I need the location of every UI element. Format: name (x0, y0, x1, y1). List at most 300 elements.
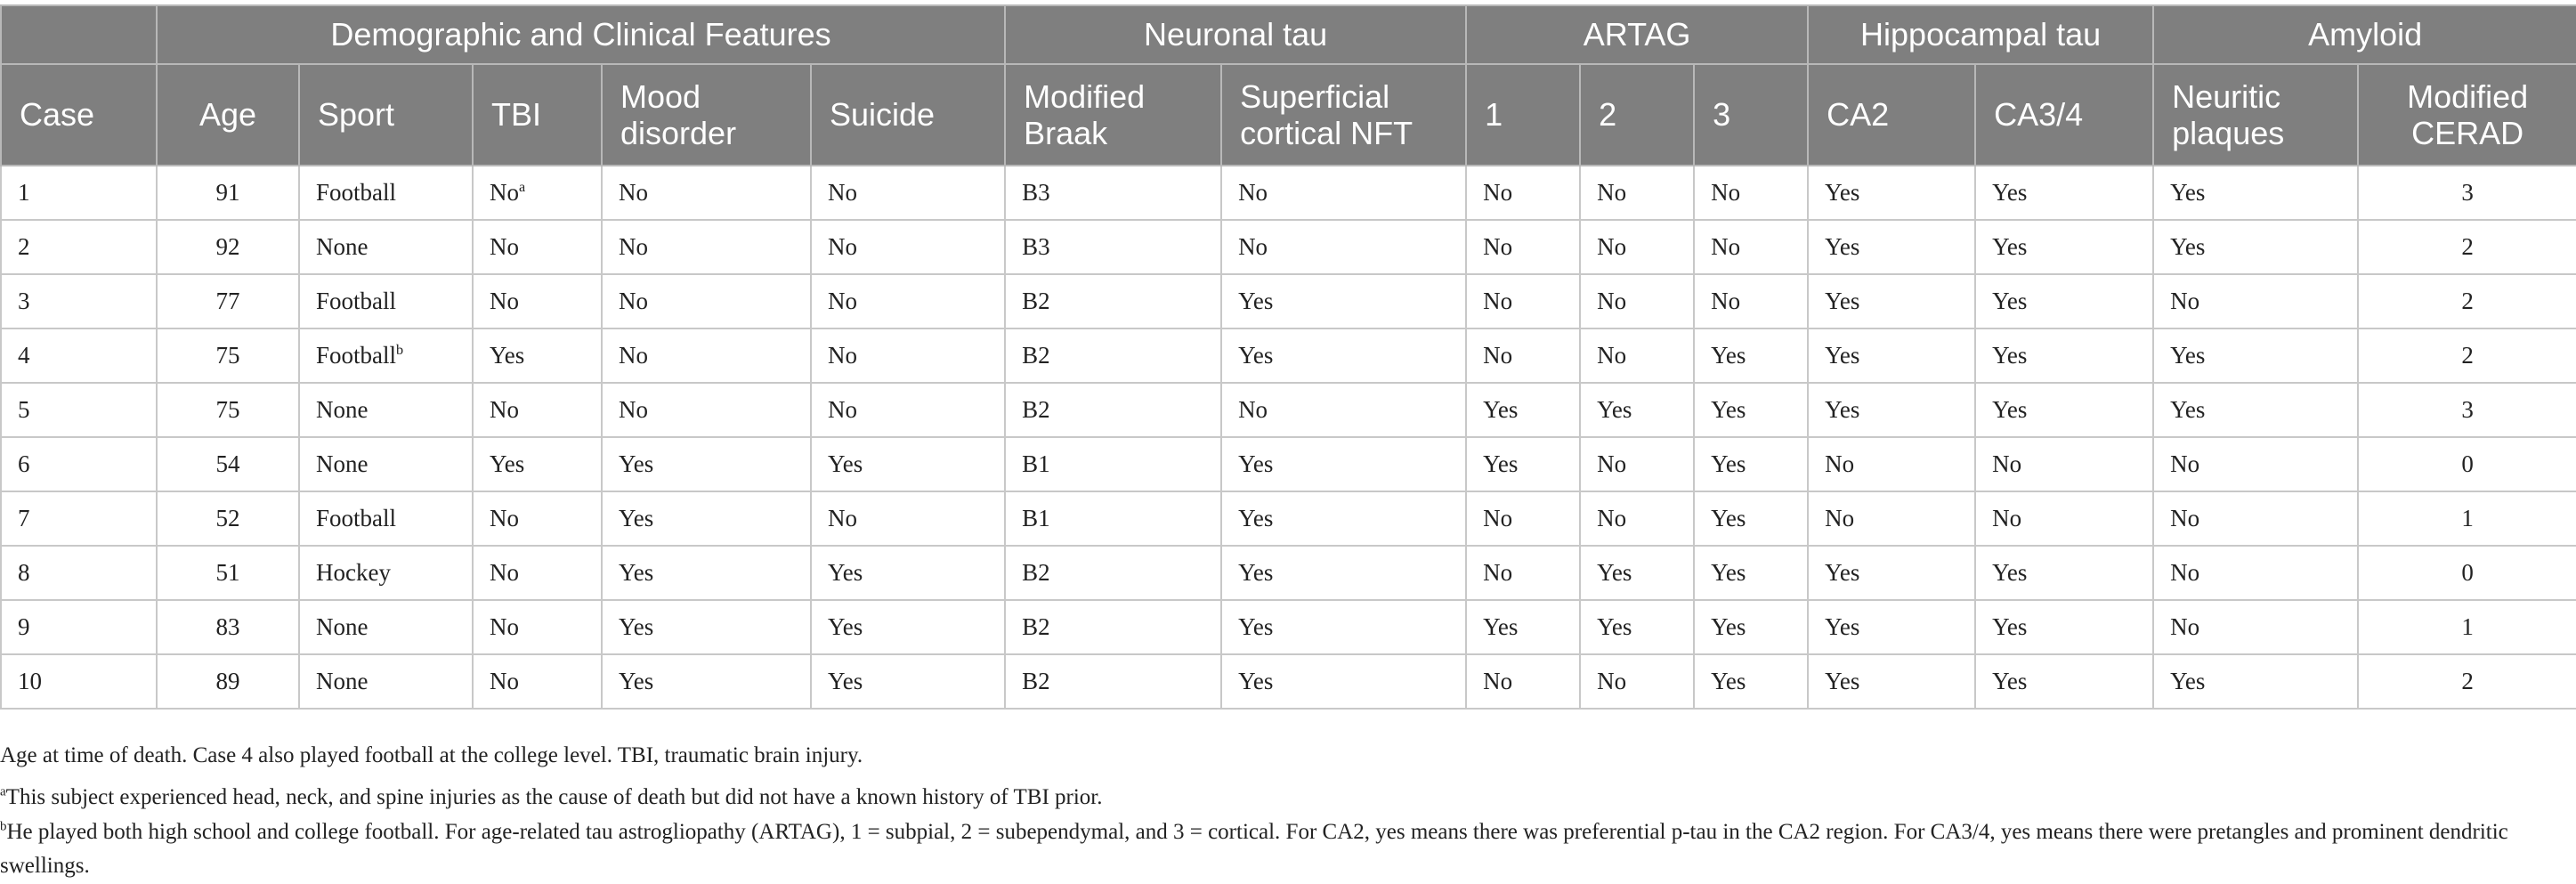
cell-value: 2 (2461, 342, 2474, 369)
table-cell (1221, 328, 1466, 383)
table-cell (1466, 437, 1580, 491)
table-cell (157, 220, 299, 274)
cell-value: Yes (1825, 613, 1859, 640)
table-cell (1808, 546, 1975, 600)
cell-value: Football (316, 179, 396, 206)
cell-value: No (619, 179, 648, 206)
table-cell (1694, 437, 1808, 491)
cell-value: None (316, 233, 368, 260)
cell-value: 0 (2461, 450, 2474, 477)
table-cell (157, 600, 299, 654)
cell-value: None (316, 450, 368, 477)
cell-value: Football (316, 505, 396, 531)
cell-value: Yes (1711, 668, 1746, 694)
cell-value: Yes (1992, 179, 2027, 206)
cell-value: B3 (1022, 179, 1050, 206)
cell-value: 1 (2461, 613, 2474, 640)
table-cell (299, 654, 473, 709)
table-cell (1694, 274, 1808, 328)
column-header: Mood disorder (602, 64, 811, 166)
cell-value: No (1597, 233, 1626, 260)
table-cell (1808, 383, 1975, 437)
group-header (1, 5, 157, 64)
table-row (1, 654, 2576, 709)
table-cell (1808, 166, 1975, 220)
cell-value: 3 (2461, 396, 2474, 423)
table-cell (1221, 166, 1466, 220)
table-cell (299, 600, 473, 654)
table-cell (1975, 166, 2153, 220)
cell-value: 7 (18, 505, 30, 531)
table-cell (811, 654, 1005, 709)
column-header: 1 (1466, 64, 1580, 166)
cell-value: 6 (18, 450, 30, 477)
cell-value: B2 (1022, 559, 1050, 586)
cell-value: Yes (619, 450, 653, 477)
table-cell (1694, 220, 1808, 274)
cell-value: Yes (1992, 559, 2027, 586)
table-row (1, 166, 2576, 220)
table-cell (811, 328, 1005, 383)
cell-value: No (1483, 288, 1512, 314)
table-cell (1466, 383, 1580, 437)
cell-value: No (2170, 559, 2199, 586)
cell-value: No (2170, 288, 2199, 314)
column-header: CA2 (1808, 64, 1975, 166)
footnote (0, 781, 2564, 815)
table-cell (1808, 437, 1975, 491)
table-cell (473, 274, 602, 328)
cell-value: 75 (216, 342, 240, 369)
table-cell (1975, 220, 2153, 274)
group-header: Demographic and Clinical Features (157, 5, 1005, 64)
cell-value: No (490, 668, 519, 694)
table-cell (2153, 654, 2358, 709)
cell-value: Yes (1711, 613, 1746, 640)
table-cell (2153, 166, 2358, 220)
table-cell (1221, 383, 1466, 437)
table-cell (602, 328, 811, 383)
cell-value: Yes (1238, 559, 1273, 586)
cell-value: No (619, 396, 648, 423)
cell-value: Yes (1992, 233, 2027, 260)
cell-value: No (1483, 559, 1512, 586)
column-header: Modified CERAD (2358, 64, 2576, 166)
table-cell (1580, 328, 1694, 383)
cell-value: Yes (1992, 288, 2027, 314)
cell-value: 2 (2461, 288, 2474, 314)
table-cell (1975, 491, 2153, 546)
table-cell (1975, 328, 2153, 383)
table-cell (1005, 166, 1221, 220)
cell-value: Yes (1597, 559, 1632, 586)
cell-value: 51 (216, 559, 240, 586)
table-cell (2358, 166, 2576, 220)
table-cell (811, 600, 1005, 654)
cell-value: B1 (1022, 450, 1050, 477)
table-cell (1975, 437, 2153, 491)
cell-value: 2 (2461, 668, 2474, 694)
cell-value: Yes (619, 668, 653, 694)
cell-value: 83 (216, 613, 240, 640)
table-cell (1466, 274, 1580, 328)
table-cell (1580, 166, 1694, 220)
table-row (1, 491, 2576, 546)
table-cell (157, 437, 299, 491)
cell-value: Yes (1711, 450, 1746, 477)
cell-value: No (1992, 505, 2021, 531)
table-cell (1975, 600, 2153, 654)
cell-value: 0 (2461, 559, 2474, 586)
cell-value: Yes (1825, 559, 1859, 586)
cell-value: B2 (1022, 288, 1050, 314)
table-cell (2358, 491, 2576, 546)
cell-value: Yes (2170, 668, 2205, 694)
cell-value: No (828, 288, 857, 314)
cell-value: Yes (1992, 342, 2027, 369)
footnote-text: He played both high school and college football. For age-related tau astrogliopathy (ARTAG), 1 = subpial, 2 = subependymal, and 3 = cortical. For CA2, yes means there was preferential p-tau in the CA2 region. For CA3/4, yes means there were pretangles and prominent dendritic swellings. (0, 820, 2508, 879)
cell-value: Football (316, 342, 396, 369)
cell-value: Yes (490, 450, 524, 477)
group-header: ARTAG (1466, 5, 1808, 64)
table-cell (473, 437, 602, 491)
table-cell (1, 491, 157, 546)
table-cell (299, 437, 473, 491)
column-header-row (1, 64, 2576, 166)
table-cell (602, 437, 811, 491)
table-cell (1005, 220, 1221, 274)
table-cell (1694, 491, 1808, 546)
table-cell (299, 383, 473, 437)
cell-value: B3 (1022, 233, 1050, 260)
cell-value: No (1238, 179, 1268, 206)
cell-value: B2 (1022, 342, 1050, 369)
cell-value: No (1825, 505, 1854, 531)
cell-value: None (316, 396, 368, 423)
table-cell (1975, 654, 2153, 709)
table-cell (1466, 546, 1580, 600)
cell-value: Yes (1483, 396, 1518, 423)
cell-value: 1 (18, 179, 30, 206)
table-cell (299, 166, 473, 220)
cell-value: No (1825, 450, 1854, 477)
column-header: Sport (299, 64, 473, 166)
cell-value: No (828, 342, 857, 369)
table-cell (1580, 654, 1694, 709)
cell-value: 54 (216, 450, 240, 477)
cell-value: 92 (216, 233, 240, 260)
footnote (0, 815, 2564, 884)
table-cell (473, 600, 602, 654)
cell-value: None (316, 613, 368, 640)
table-cell (1580, 437, 1694, 491)
table-cell (1466, 220, 1580, 274)
table-cell (473, 220, 602, 274)
table-cell (811, 491, 1005, 546)
table-cell (1, 437, 157, 491)
cell-value: Yes (619, 505, 653, 531)
table-cell (2358, 383, 2576, 437)
table-cell (1580, 383, 1694, 437)
column-header: Superficial cortical NFT (1221, 64, 1466, 166)
footnote-marker: a (519, 179, 525, 195)
cell-value: Yes (1238, 613, 1273, 640)
table-cell (602, 383, 811, 437)
cell-value: Yes (619, 613, 653, 640)
cell-value: 10 (18, 668, 42, 694)
cell-value: No (490, 288, 519, 314)
table-cell (1808, 274, 1975, 328)
column-header: TBI (473, 64, 602, 166)
data-table (0, 4, 2576, 710)
cell-value: No (2170, 505, 2199, 531)
cell-value: No (619, 342, 648, 369)
cell-value: No (2170, 613, 2199, 640)
table-cell (2358, 437, 2576, 491)
cell-value: Yes (1711, 342, 1746, 369)
column-header: Neuritic plaques (2153, 64, 2358, 166)
cell-value: Football (316, 288, 396, 314)
cell-value: 52 (216, 505, 240, 531)
cell-value: Yes (828, 668, 863, 694)
table-row (1, 220, 2576, 274)
cell-value: No (1597, 505, 1626, 531)
cell-value: 2 (18, 233, 30, 260)
footnote-marker: a (0, 784, 6, 799)
table-cell (602, 654, 811, 709)
table-cell (811, 166, 1005, 220)
cell-value: Yes (1238, 668, 1273, 694)
table-cell (2358, 654, 2576, 709)
group-header: Amyloid (2153, 5, 2576, 64)
table-cell (299, 274, 473, 328)
table-cell (1, 546, 157, 600)
cell-value: 77 (216, 288, 240, 314)
cell-value: B2 (1022, 668, 1050, 694)
cell-value: No (1483, 233, 1512, 260)
table-cell (602, 166, 811, 220)
cell-value: No (1711, 179, 1740, 206)
cell-value: No (619, 233, 648, 260)
cell-value: Yes (828, 559, 863, 586)
column-header: Modified Braak (1005, 64, 1221, 166)
cell-value: 1 (2461, 505, 2474, 531)
table-cell (1694, 328, 1808, 383)
cell-value: No (490, 396, 519, 423)
table-cell (1005, 600, 1221, 654)
cell-value: Yes (1825, 288, 1859, 314)
table-cell (1580, 546, 1694, 600)
table-cell (1466, 166, 1580, 220)
table-cell (2153, 383, 2358, 437)
table-row (1, 383, 2576, 437)
cell-value: 9 (18, 613, 30, 640)
table-cell (1, 383, 157, 437)
column-header: 2 (1580, 64, 1694, 166)
cell-value: No (1597, 668, 1626, 694)
table-cell (1466, 654, 1580, 709)
table-cell (299, 328, 473, 383)
table-cell (1694, 166, 1808, 220)
cell-value: Yes (1597, 613, 1632, 640)
table-cell (1466, 491, 1580, 546)
table-cell (1, 166, 157, 220)
table-cell (1580, 600, 1694, 654)
cell-value: No (1711, 288, 1740, 314)
cell-value: Yes (2170, 342, 2205, 369)
table-cell (1808, 491, 1975, 546)
table-cell (157, 328, 299, 383)
cell-value: Yes (1825, 396, 1859, 423)
table-cell (2153, 600, 2358, 654)
table-cell (1221, 220, 1466, 274)
table-cell (811, 274, 1005, 328)
table-cell (157, 546, 299, 600)
table-cell (811, 383, 1005, 437)
column-header: 3 (1694, 64, 1808, 166)
column-header: CA3/4 (1975, 64, 2153, 166)
table-cell (1975, 383, 2153, 437)
table-cell (2358, 546, 2576, 600)
cell-value: No (490, 233, 519, 260)
cell-value: Yes (1711, 396, 1746, 423)
group-header: Hippocampal tau (1808, 5, 2153, 64)
cell-value: B2 (1022, 396, 1050, 423)
cell-value: Hockey (316, 559, 391, 586)
cell-value: No (490, 505, 519, 531)
table-cell (1005, 274, 1221, 328)
group-header: Neuronal tau (1005, 5, 1466, 64)
table-cell (299, 220, 473, 274)
cell-value: 2 (2461, 233, 2474, 260)
cell-value: Yes (828, 450, 863, 477)
table-cell (1221, 546, 1466, 600)
cell-value: 3 (18, 288, 30, 314)
table-row (1, 328, 2576, 383)
cell-value: No (1597, 179, 1626, 206)
table-cell (1975, 546, 2153, 600)
table-footnotes (0, 739, 2564, 884)
table-cell (1975, 274, 2153, 328)
cell-value: No (1597, 342, 1626, 369)
table-cell (1, 328, 157, 383)
table-cell (1466, 600, 1580, 654)
cell-value: No (490, 179, 519, 206)
table-cell (2358, 328, 2576, 383)
table-cell (602, 546, 811, 600)
table-row (1, 274, 2576, 328)
cell-value: No (1238, 396, 1268, 423)
cell-value: No (1597, 288, 1626, 314)
table-cell (1580, 491, 1694, 546)
cell-value: No (1992, 450, 2021, 477)
table-cell (1808, 220, 1975, 274)
table-row (1, 437, 2576, 491)
cell-value: Yes (1825, 179, 1859, 206)
table-cell (1808, 654, 1975, 709)
cell-value: Yes (1238, 505, 1273, 531)
cell-value: Yes (490, 342, 524, 369)
table-cell (299, 491, 473, 546)
cell-value: Yes (1238, 450, 1273, 477)
table-row (1, 600, 2576, 654)
footnote-text: This subject experienced head, neck, and spine injuries as the cause of death but did not have a known history of TBI prior. (6, 785, 1103, 809)
table-cell (811, 546, 1005, 600)
footnote-text: Age at time of death. Case 4 also played football at the college level. TBI, traumatic brain injury. (0, 743, 863, 767)
table-cell (1, 220, 157, 274)
table-row (1, 546, 2576, 600)
cell-value: Yes (1825, 668, 1859, 694)
cell-value: Yes (828, 613, 863, 640)
cell-value: No (828, 396, 857, 423)
table-cell (1580, 274, 1694, 328)
table-cell (2358, 274, 2576, 328)
table-cell (2358, 600, 2576, 654)
cell-value: 89 (216, 668, 240, 694)
table-cell (1, 600, 157, 654)
cell-value: Yes (1238, 342, 1273, 369)
table-cell (1694, 654, 1808, 709)
table-cell (602, 600, 811, 654)
column-header: Suicide (811, 64, 1005, 166)
footnote-marker: b (396, 342, 403, 358)
table-cell (1005, 491, 1221, 546)
cell-value: 5 (18, 396, 30, 423)
cell-value: No (619, 288, 648, 314)
group-header-row (1, 5, 2576, 64)
table-cell (1694, 600, 1808, 654)
cell-value: 4 (18, 342, 30, 369)
cell-value: No (1483, 179, 1512, 206)
cell-value: Yes (1711, 505, 1746, 531)
cell-value: No (828, 179, 857, 206)
footnote (0, 739, 2564, 774)
table-cell (157, 274, 299, 328)
table-cell (1694, 383, 1808, 437)
cell-value: No (490, 559, 519, 586)
cell-value: No (828, 233, 857, 260)
column-header: Age (157, 64, 299, 166)
table-cell (602, 274, 811, 328)
table-cell (473, 654, 602, 709)
cell-value: Yes (1992, 668, 2027, 694)
cell-value: Yes (1597, 396, 1632, 423)
table-header (1, 5, 2576, 166)
table-cell (1694, 546, 1808, 600)
table-cell (473, 383, 602, 437)
cell-value: 75 (216, 396, 240, 423)
table-cell (157, 491, 299, 546)
cell-value: No (1483, 505, 1512, 531)
cell-value: Yes (1483, 613, 1518, 640)
table-cell (2153, 220, 2358, 274)
table-cell (2153, 546, 2358, 600)
cell-value: No (1711, 233, 1740, 260)
table-cell (1466, 328, 1580, 383)
table-cell (1221, 274, 1466, 328)
cell-value: 8 (18, 559, 30, 586)
cell-value: None (316, 668, 368, 694)
cell-value: No (2170, 450, 2199, 477)
cell-value: Yes (1238, 288, 1273, 314)
cell-value: Yes (2170, 396, 2205, 423)
table-cell (1221, 654, 1466, 709)
cell-value: No (1597, 450, 1626, 477)
cell-value: Yes (619, 559, 653, 586)
cell-value: No (1238, 233, 1268, 260)
table-cell (473, 546, 602, 600)
table-cell (473, 491, 602, 546)
